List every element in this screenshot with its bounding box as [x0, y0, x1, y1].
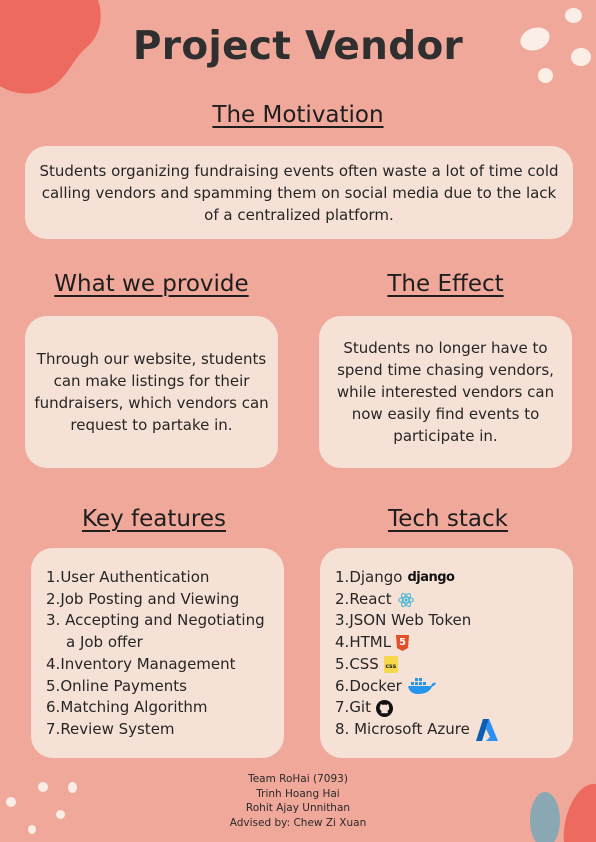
effect-card: [319, 316, 572, 468]
effect-text: Students no longer have to spend time chasing vendors, while interested vendors can now easily find events to participate in.: [336, 339, 555, 445]
features-card: [31, 548, 284, 758]
decor-dot: [538, 68, 553, 83]
provide-text: Through our website, students can make listings for their fundraisers, which vendors can request to partake in.: [34, 350, 269, 434]
list-item: 6. Matching Algorithm: [46, 698, 208, 717]
footer: [0, 772, 596, 830]
provide-card: [25, 316, 278, 468]
list-item: 3. Accepting and Negotiating a Job offer: [46, 611, 265, 652]
team-name: Team RoHai (7093): [248, 773, 348, 785]
motivation-card: [25, 146, 573, 239]
list-item: 7. Git: [335, 697, 573, 719]
list-item: 3. JSON Web Token: [335, 611, 472, 630]
react-icon: [397, 592, 415, 608]
list-item: 4. HTML 5: [335, 632, 573, 654]
provide-heading: What we provide: [54, 271, 249, 297]
docker-icon: [407, 677, 437, 695]
page-title: Project Vendor: [132, 24, 464, 69]
tech-list: [335, 567, 573, 741]
css-icon: css: [384, 656, 398, 673]
html5-icon: 5: [396, 635, 409, 651]
list-item: 7. Review System: [46, 719, 175, 738]
tech-heading: Tech stack: [388, 506, 508, 532]
motivation-heading: The Motivation: [212, 102, 384, 128]
list-item: 6. Docker: [335, 676, 573, 698]
django-icon: django: [407, 570, 455, 585]
azure-icon: [475, 719, 499, 741]
team-member: Rohit Ajay Unnithan: [245, 802, 351, 815]
features-list: [46, 567, 284, 741]
decor-dot: [565, 8, 582, 23]
advisor: Advised by: Chew Zi Xuan: [229, 816, 367, 829]
motivation-text: Students organizing fundraising events often waste a lot of time cold calling vendors and spamming them on social media due to the lack of a centralized platform.: [39, 161, 559, 224]
list-item: 8. Microsoft Azure: [335, 719, 573, 741]
features-heading: Key features: [81, 506, 227, 532]
list-item: 1. Django django: [335, 567, 573, 589]
effect-heading: The Effect: [387, 271, 504, 297]
list-item: 4. Inventory Management: [46, 654, 236, 673]
list-item: 5. Online Payments: [46, 676, 187, 695]
list-item: 5. CSS css: [335, 654, 397, 673]
list-item: 2. React: [335, 589, 573, 611]
list-item: 1. User Authentication: [46, 568, 210, 586]
list-item: 2. Job Posting and Viewing: [46, 589, 240, 608]
github-icon: [376, 700, 393, 717]
tech-card: [320, 548, 573, 758]
team-member: Trinh Hoang Hai: [256, 787, 340, 800]
